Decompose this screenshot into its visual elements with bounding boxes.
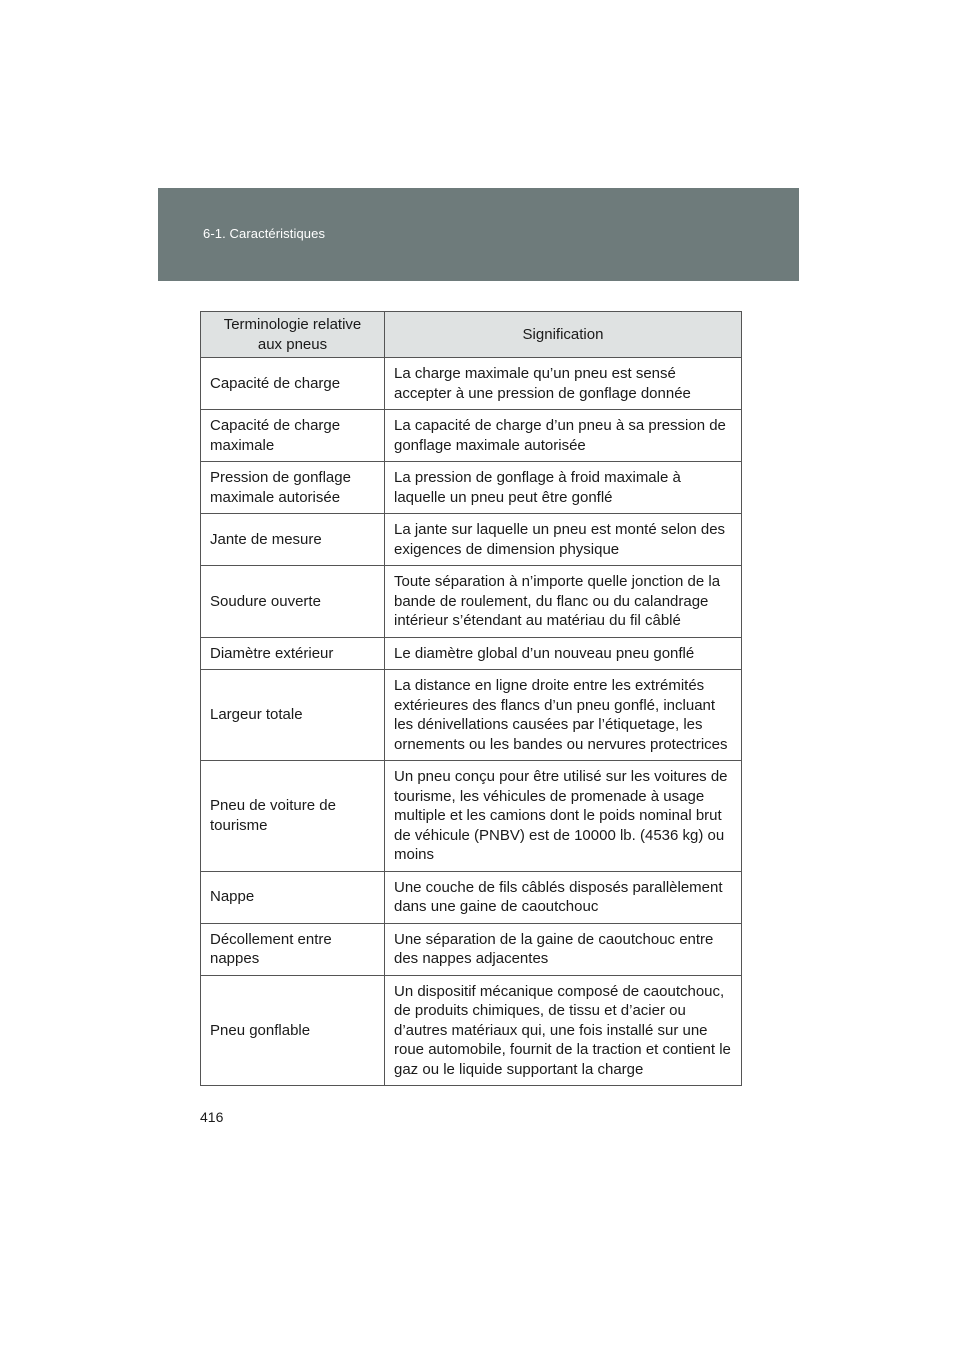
column-header-meaning: Signification xyxy=(385,312,742,358)
term-cell: Soudure ouverte xyxy=(201,566,385,638)
section-header-band xyxy=(158,188,799,281)
meaning-cell: Un dispositif mécanique composé de caoutchouc, de produits chimiques, de tissu et d’acier ou d’autres matériaux qui, une fois installé sur une roue automobile, fournit de la traction et contient le gaz ou le liquide supportant la charge xyxy=(385,975,742,1086)
section-title: 6-1. Caractéristiques xyxy=(203,226,326,241)
meaning-cell: Toute séparation à n’importe quelle jonction de la bande de roulement, du flanc ou du calandrage intérieur s’étendant au matériau du fil câblé xyxy=(385,566,742,638)
table-row xyxy=(201,871,742,923)
term-cell: Pneu gonflable xyxy=(201,975,385,1086)
term-cell: Largeur totale xyxy=(201,670,385,761)
table-row xyxy=(201,637,742,670)
meaning-cell: La jante sur laquelle un pneu est monté selon des exigences de dimension physique xyxy=(385,514,742,566)
term-cell: Nappe xyxy=(201,871,385,923)
tire-terminology-table xyxy=(200,311,742,1086)
table-row xyxy=(201,410,742,462)
meaning-cell: Une séparation de la gaine de caoutchouc entre des nappes adjacentes xyxy=(385,923,742,975)
table-row xyxy=(201,923,742,975)
meaning-cell: Un pneu conçu pour être utilisé sur les voitures de tourisme, les véhicules de promenade à usage multiple et les camions dont le poids nominal brut de véhicule (PNBV) est de 10000 lb. (4536 kg) ou moins xyxy=(385,761,742,872)
meaning-cell: La pression de gonflage à froid maximale à laquelle un pneu peut être gonflé xyxy=(385,462,742,514)
term-cell: Jante de mesure xyxy=(201,514,385,566)
term-cell: Capacité de charge xyxy=(201,358,385,410)
meaning-cell: Une couche de fils câblés disposés parallèlement dans une gaine de caoutchouc xyxy=(385,871,742,923)
table-row xyxy=(201,975,742,1086)
table-row xyxy=(201,566,742,638)
table-header-row xyxy=(201,312,742,358)
meaning-cell: La charge maximale qu’un pneu est sensé accepter à une pression de gonflage donnée xyxy=(385,358,742,410)
column-header-term: Terminologie relative aux pneus xyxy=(201,312,385,358)
table-row xyxy=(201,358,742,410)
term-cell: Capacité de charge maximale xyxy=(201,410,385,462)
table-row xyxy=(201,514,742,566)
table-row xyxy=(201,670,742,761)
term-cell: Décollement entre nappes xyxy=(201,923,385,975)
meaning-cell: Le diamètre global d’un nouveau pneu gonflé xyxy=(385,637,742,670)
term-cell: Pression de gonflage maximale autorisée xyxy=(201,462,385,514)
page-number: 416 xyxy=(200,1109,224,1125)
table-row xyxy=(201,462,742,514)
term-cell: Diamètre extérieur xyxy=(201,637,385,670)
meaning-cell: La distance en ligne droite entre les extrémités extérieures des flancs d’un pneu gonflé, incluant les dénivellations causées par l’étiquetage, les ornements ou les bandes ou nervures protectrices xyxy=(385,670,742,761)
table-row xyxy=(201,761,742,872)
term-cell: Pneu de voiture de tourisme xyxy=(201,761,385,872)
meaning-cell: La capacité de charge d’un pneu à sa pression de gonflage maximale autorisée xyxy=(385,410,742,462)
